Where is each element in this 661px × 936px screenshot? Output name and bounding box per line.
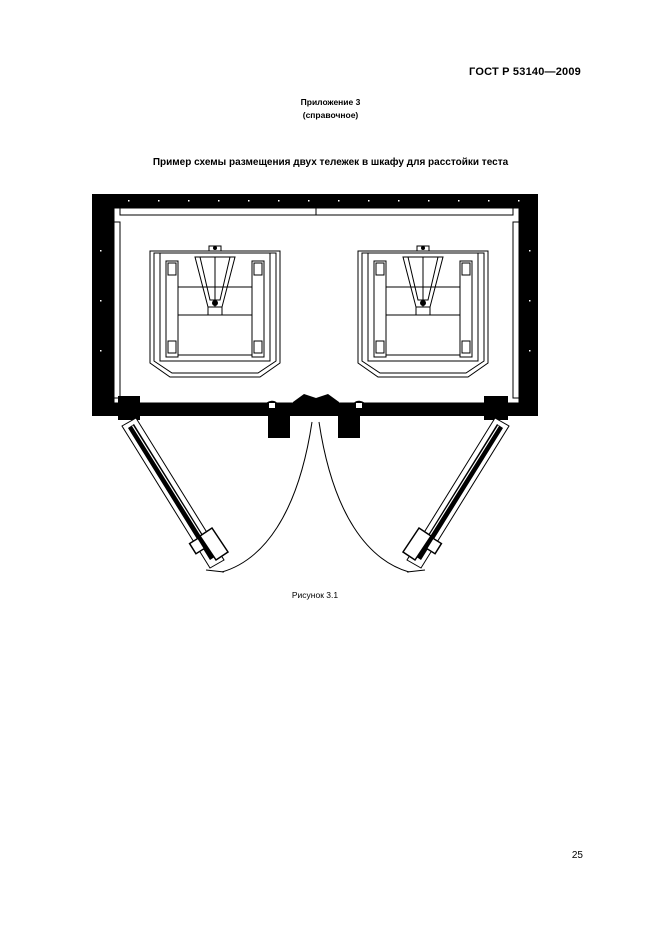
- figure-caption: Рисунок 3.1: [291, 590, 339, 600]
- figure-title: Пример схемы размещения двух тележек в шкафу для расстойки теста: [152, 157, 509, 168]
- trolley-left: [150, 246, 280, 377]
- door-left: [122, 418, 312, 572]
- standard-designation: ГОСТ Р 53140—2009: [469, 66, 581, 78]
- annex-kind: (справочное): [302, 110, 359, 120]
- annex-title: Приложение 3: [300, 97, 361, 107]
- page-number: 25: [571, 850, 583, 861]
- cabinet-layout-diagram: [88, 190, 543, 585]
- door-right: [319, 418, 509, 572]
- annex-heading: [0, 96, 661, 122]
- trolley-right: [358, 246, 488, 377]
